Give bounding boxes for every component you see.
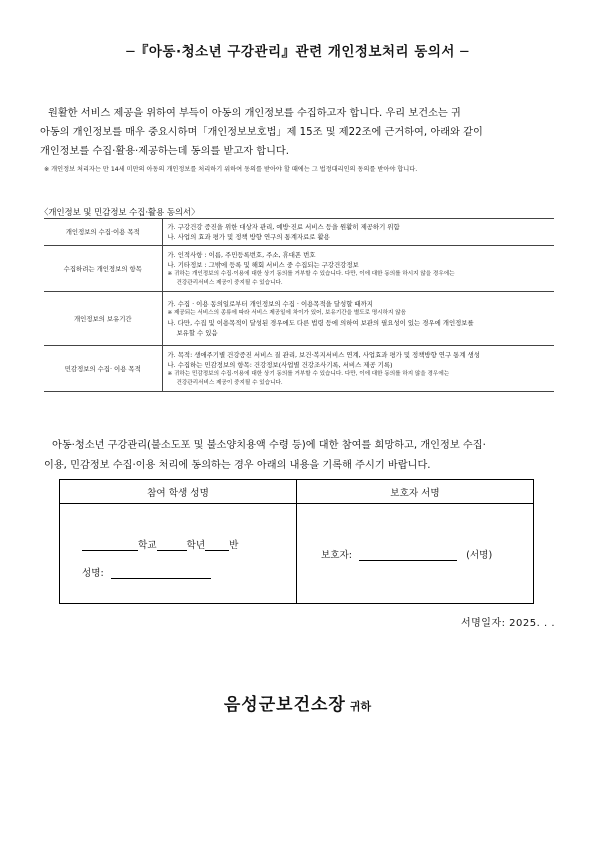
class-blank[interactable]: [205, 539, 229, 551]
table-row: [44, 292, 554, 346]
row-body-retention: [162, 292, 554, 346]
school-label: 학교: [138, 539, 157, 551]
retention-line-3: 보유할 수 있음: [176, 329, 218, 337]
row-head-sensitive: 민감정보의 수집· 이용 목적: [44, 346, 162, 392]
school-grade-class-line: [82, 537, 296, 551]
addressee-honorific: 귀하: [349, 700, 372, 713]
guardian-info-cell: [297, 504, 534, 604]
addressee: [0, 690, 595, 715]
table-row: [44, 346, 554, 392]
student-name-line: [82, 565, 296, 579]
consent-info-table: [44, 218, 554, 392]
intro-line-1: 원활한 서비스 제공을 위하여 부득이 아동의 개인정보를 수집하고자 합니다. 우리 보건소는 귀: [48, 108, 461, 119]
row-body-items: [162, 246, 554, 292]
retention-note-1: ※ 제공되는 서비스의 종류에 따라 서비스 제공일에 차이가 있어, 보유기간을 별도로 명시하지 않음: [167, 310, 407, 316]
items-line-2: 나. 기타정보 : 그밖에 등록 및 해회 서비스 중 수집되는 구강건강정보: [167, 260, 359, 269]
guardian-label: 보호자:: [321, 549, 353, 561]
signature-label: (서명): [466, 549, 493, 561]
items-note-2: 건강관리서비스 제공이 중지될 수 있습니다.: [176, 279, 283, 286]
guardian-consent-note: ※ 개인정보 처리자는 만 14세 미만의 아동의 개인정보를 처리하기 위하여 동의를 받아야 할 때에는 그 법정대리인의 동의를 받아야 합니다.: [44, 166, 418, 173]
intro-line-2: 아동의 개인정보를 매우 중요시하며「개인정보보호법」제 15조 및 제22조에 근거하여, 아래와 같이: [40, 127, 483, 138]
addressee-org: 음성군보건소장: [223, 695, 346, 715]
purpose-line-1: 가. 구강건강 증진을 위한 대상자 관리, 예방·진료 서비스 등을 원활히 제공하기 위함: [167, 223, 400, 231]
student-info-cell: [60, 504, 297, 604]
consent-line-1: 아동·청소년 구강관리(불소도포 및 불소양치용액 수령 등)에 대한 참여를 희망하고, 개인정보 수집·: [52, 440, 486, 451]
student-name-header: 참여 학생 성명: [60, 480, 297, 504]
row-head-retention: 개인정보의 보유기간: [44, 292, 162, 346]
section-title: 〈개인정보 및 민감정보 수집·활용 동의서〉: [40, 207, 200, 217]
row-head-purpose: 개인정보의 수집·이용 목적: [44, 219, 162, 246]
signature-date: 서명일자: 2025. . .: [460, 618, 555, 629]
sensitive-note-1: ※ 귀하는 민감정보의 수집·이용에 대한 상기 동의를 거부할 수 있습니다. 다만, 이에 대한 동의를 하지 않을 경우에는: [167, 370, 450, 377]
intro-line-3: 개인정보를 수집·활용·제공하는데 동의를 받고자 합니다.: [40, 146, 290, 157]
sensitive-line-2: 나. 수집하는 민감정보의 항목: 건강정보(사업별 건강조사기록, 서비스 제공 기록): [167, 360, 393, 369]
retention-line-2: 나. 다만, 수집 및 이용목적이 달성된 경우에도 다른 법령 등에 의하여 보관의 필요성이 있는 경우에 개인정보를: [167, 319, 474, 327]
retention-line-1: 가. 수집 · 이용 동의일로부터 개인정보의 수집 · 이용목적을 달성할 때까지: [167, 300, 373, 308]
items-line-1: 가. 인적사항 : 이름, 주민등록번호, 주소, 휴대폰 번호: [167, 250, 316, 259]
consent-paragraph: [44, 436, 564, 476]
student-name-blank[interactable]: [111, 567, 211, 579]
consent-line-2: 이용, 민감정보 수집·이용 처리에 동의하는 경우 아래의 내용을 기록해 주시기 바랍니다.: [44, 460, 431, 471]
school-blank[interactable]: [82, 539, 138, 551]
grade-label: 학년: [186, 539, 206, 551]
row-body-purpose: [162, 219, 554, 246]
class-label: 반: [229, 539, 239, 551]
intro-paragraph: [40, 104, 560, 161]
guardian-name-blank[interactable]: [359, 549, 457, 561]
sensitive-note-2: 건강관리서비스 제공이 중지될 수 있습니다.: [176, 379, 283, 386]
grade-blank[interactable]: [157, 539, 187, 551]
name-label: 성명:: [82, 567, 104, 579]
purpose-line-2: 나. 사업의 효과 평가 및 정책 방향 연구의 통계자료로 활용: [167, 233, 330, 241]
table-row: [44, 246, 554, 292]
sensitive-line-1: 가. 목적: 생애주기별 건강증진 서비스 질 관리, 보건·복지서비스 연계, 사업효과 평가 및 정책방향 연구 통계 생성: [167, 350, 480, 359]
signature-table: [59, 479, 534, 604]
table-row: [44, 219, 554, 246]
row-head-items: 수집하려는 개인정보의 항목: [44, 246, 162, 292]
items-note-1: ※ 귀하는 개인정보의 수집·이용에 대한 상기 동의를 거부할 수 있습니다. 다만, 이에 대한 동의를 하시지 않을 경우에는: [167, 270, 455, 277]
document-title: ─『아동·청소년 구강관리』관련 개인정보처리 동의서 ─: [126, 44, 469, 60]
guardian-signature-header: 보호자 서명: [297, 480, 534, 504]
row-body-sensitive: [162, 346, 554, 392]
